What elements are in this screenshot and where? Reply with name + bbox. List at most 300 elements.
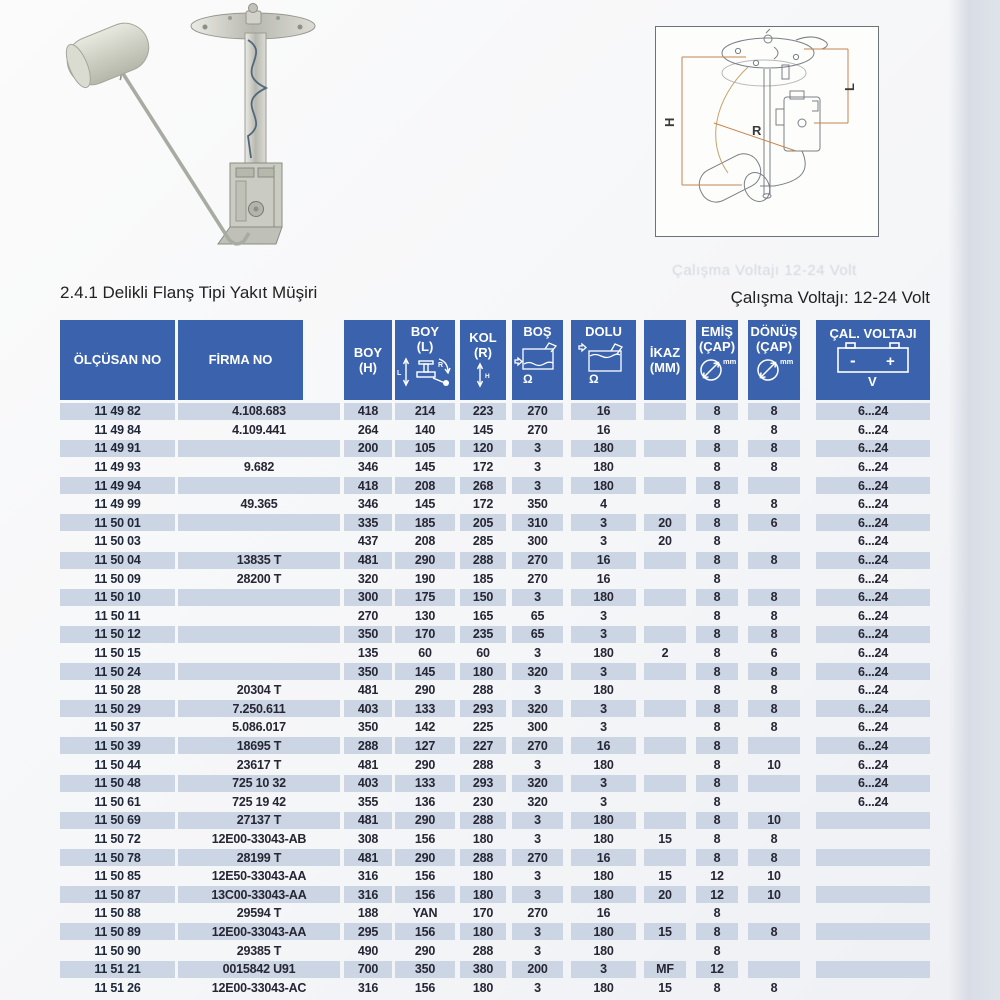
table-cell: 185 bbox=[395, 514, 455, 531]
table-cell: 270 bbox=[512, 737, 563, 754]
table-cell: 175 bbox=[395, 589, 455, 606]
table-cell: 180 bbox=[571, 812, 636, 829]
table-cell: 288 bbox=[472, 683, 494, 698]
table-cell: 11 51 26 bbox=[94, 980, 141, 995]
table-cell: 3 bbox=[512, 812, 563, 829]
ikaz-label-1: İKAZ bbox=[649, 344, 681, 360]
table-cell bbox=[644, 700, 686, 717]
table-cell: 11 50 24 bbox=[60, 663, 175, 680]
table-cell: 16 bbox=[571, 403, 636, 420]
table-row bbox=[60, 458, 932, 477]
table-cell: 190 bbox=[414, 571, 436, 586]
table-cell: 15 bbox=[658, 831, 672, 846]
boy-l-label-1: BOY bbox=[410, 324, 440, 339]
table-cell: 227 bbox=[460, 737, 506, 754]
table-cell: 8 bbox=[696, 700, 738, 717]
table-cell: 8 bbox=[713, 534, 721, 549]
table-cell bbox=[748, 961, 800, 978]
table-cell bbox=[644, 626, 686, 643]
table-cell: 11 51 21 bbox=[60, 961, 175, 978]
table-row bbox=[60, 421, 932, 440]
table-cell bbox=[748, 570, 800, 587]
table-cell bbox=[644, 737, 686, 754]
table-cell: 170 bbox=[472, 906, 494, 921]
table-cell: 200 bbox=[512, 961, 563, 978]
emis-label-1: EMİŞ bbox=[701, 324, 733, 339]
table-cell: 6...24 bbox=[857, 460, 889, 475]
table-cell: 180 bbox=[593, 869, 614, 884]
table-cell: 120 bbox=[460, 440, 506, 457]
table-cell: 16 bbox=[571, 737, 636, 754]
table-cell: 8 bbox=[713, 608, 721, 623]
technical-drawing bbox=[655, 26, 879, 237]
table-cell: 3 bbox=[534, 831, 541, 846]
table-cell: 335 bbox=[344, 514, 392, 531]
table-cell: 4 bbox=[600, 497, 607, 512]
table-cell: 6...24 bbox=[816, 514, 930, 531]
table-cell: 3 bbox=[600, 534, 607, 549]
table-cell: 180 bbox=[571, 589, 636, 606]
table-cell: 11 50 89 bbox=[60, 923, 175, 940]
table-cell: 3 bbox=[534, 943, 541, 958]
table-cell: 320 bbox=[512, 700, 563, 717]
table-cell: 8 bbox=[696, 477, 738, 494]
col-header-emis bbox=[696, 320, 738, 400]
table-cell: 8 bbox=[713, 422, 721, 437]
table-cell bbox=[644, 440, 686, 457]
table-cell: 12E00-33043-AB bbox=[211, 831, 307, 846]
table-cell bbox=[644, 942, 686, 959]
table-cell: 8 bbox=[696, 552, 738, 569]
table-cell bbox=[644, 793, 686, 810]
table-cell: 725 10 32 bbox=[178, 775, 340, 792]
table-cell: 290 bbox=[395, 812, 455, 829]
table-cell bbox=[178, 645, 340, 662]
table-cell: 12 bbox=[710, 869, 724, 884]
table-cell: 145 bbox=[472, 422, 494, 437]
col-header-firma-label: FİRMA NO bbox=[208, 352, 273, 367]
table-row bbox=[60, 811, 932, 830]
table-cell: 11 50 01 bbox=[60, 514, 175, 531]
table-cell: 172 bbox=[472, 460, 494, 475]
table-cell: 156 bbox=[414, 831, 436, 846]
table-row bbox=[60, 718, 932, 737]
col-header-boy-l bbox=[395, 320, 455, 400]
spec-table bbox=[60, 320, 932, 998]
table-cell bbox=[748, 905, 800, 922]
table-row bbox=[60, 848, 932, 867]
table-cell: 285 bbox=[472, 534, 494, 549]
emis-label-2: (ÇAP) bbox=[698, 339, 736, 354]
table-cell: 28200 T bbox=[236, 571, 282, 586]
table-cell: 105 bbox=[395, 440, 455, 457]
table-cell: 8 bbox=[770, 831, 778, 846]
table-cell: 11 50 85 bbox=[94, 869, 141, 884]
table-row bbox=[60, 607, 932, 626]
table-cell: 180 bbox=[460, 886, 506, 903]
table-cell: 11 50 11 bbox=[94, 608, 141, 623]
table-cell: 11 50 04 bbox=[60, 552, 175, 569]
table-cell: 8 bbox=[696, 403, 738, 420]
table-cell: 180 bbox=[571, 477, 636, 494]
table-cell bbox=[178, 477, 340, 494]
table-cell: 8 bbox=[748, 552, 800, 569]
table-cell: 288 bbox=[472, 757, 494, 772]
table-cell: 6...24 bbox=[857, 422, 889, 437]
table-cell bbox=[178, 663, 340, 680]
table-cell: 3 bbox=[512, 886, 563, 903]
donus-label-1: DÖNÜŞ bbox=[750, 324, 798, 339]
table-cell: 6...24 bbox=[816, 403, 930, 420]
table-cell: 8 bbox=[748, 923, 800, 940]
table-cell: 180 bbox=[460, 923, 506, 940]
table-row bbox=[60, 792, 932, 811]
table-cell: 481 bbox=[344, 812, 392, 829]
table-cell bbox=[644, 756, 686, 773]
table-cell: 188 bbox=[357, 906, 379, 921]
table-cell: 11 50 12 bbox=[60, 626, 175, 643]
table-cell: 5.086.017 bbox=[232, 720, 286, 735]
table-cell: 4.109.441 bbox=[232, 422, 286, 437]
table-cell: 130 bbox=[414, 608, 436, 623]
table-cell: 270 bbox=[527, 422, 548, 437]
table-row bbox=[60, 402, 932, 421]
table-cell: 3 bbox=[512, 440, 563, 457]
table-cell: 300 bbox=[344, 589, 392, 606]
table-cell bbox=[816, 868, 930, 885]
table-cell: 208 bbox=[414, 534, 436, 549]
table-cell bbox=[816, 961, 930, 978]
table-cell: 65 bbox=[512, 626, 563, 643]
col-header-kol-r bbox=[460, 320, 506, 400]
table-cell: 16 bbox=[571, 552, 636, 569]
table-cell: 8 bbox=[713, 460, 721, 475]
dim-label-h: H bbox=[662, 117, 677, 127]
table-cell: 6...24 bbox=[816, 440, 930, 457]
table-cell: 320 bbox=[512, 663, 563, 680]
sender-length-icon bbox=[397, 355, 453, 389]
icon-label-omega-dolu: Ω bbox=[588, 372, 599, 384]
table-cell: 290 bbox=[395, 849, 455, 866]
table-cell: 180 bbox=[472, 869, 494, 884]
table-cell: 140 bbox=[414, 422, 436, 437]
table-cell: 23617 T bbox=[236, 757, 282, 772]
table-cell: 180 bbox=[472, 831, 494, 846]
table-cell: 170 bbox=[395, 626, 455, 643]
table-cell bbox=[178, 607, 340, 624]
table-cell: 6...24 bbox=[857, 534, 889, 549]
table-cell: 6...24 bbox=[816, 552, 930, 569]
col-header-donus bbox=[748, 320, 800, 400]
table-cell: YAN bbox=[412, 906, 438, 921]
table-cell: 156 bbox=[414, 980, 436, 995]
icon-label-v: V bbox=[868, 374, 877, 388]
table-cell bbox=[644, 552, 686, 569]
table-cell: MF bbox=[644, 961, 686, 978]
table-cell bbox=[178, 626, 340, 643]
table-cell: 3 bbox=[534, 757, 541, 772]
table-row bbox=[60, 662, 932, 681]
product-photo bbox=[60, 0, 330, 275]
table-cell: 320 bbox=[357, 571, 379, 586]
table-cell bbox=[178, 514, 340, 531]
table-cell: 127 bbox=[395, 737, 455, 754]
table-cell: 8 bbox=[696, 589, 738, 606]
table-cell: 133 bbox=[395, 775, 455, 792]
table-cell: 12 bbox=[696, 961, 738, 978]
table-cell: 8 bbox=[748, 663, 800, 680]
table-cell: 11 49 84 bbox=[94, 422, 141, 437]
table-cell: 15 bbox=[658, 869, 672, 884]
table-cell: 60 bbox=[418, 646, 432, 661]
kol-label-2: (R) bbox=[473, 345, 493, 360]
table-cell: 481 bbox=[357, 757, 379, 772]
table-cell: 180 bbox=[593, 943, 614, 958]
table-cell bbox=[748, 775, 800, 792]
table-cell bbox=[644, 477, 686, 494]
table-cell: 11 49 94 bbox=[60, 477, 175, 494]
table-cell: 3 bbox=[600, 608, 607, 623]
table-cell: 8 bbox=[770, 422, 778, 437]
table-cell: 8 bbox=[696, 514, 738, 531]
table-cell: 133 bbox=[395, 700, 455, 717]
table-cell: 8 bbox=[713, 683, 721, 698]
table-cell: 3 bbox=[534, 869, 541, 884]
table-cell: 8 bbox=[696, 812, 738, 829]
table-cell: 3 bbox=[571, 626, 636, 643]
table-cell: 145 bbox=[395, 663, 455, 680]
kol-label-1: KOL bbox=[469, 330, 497, 345]
table-row bbox=[60, 774, 932, 793]
table-cell: 490 bbox=[357, 943, 379, 958]
table-cell: 288 bbox=[344, 737, 392, 754]
table-cell: 3 bbox=[571, 961, 636, 978]
table-cell bbox=[178, 589, 340, 606]
table-cell: 346 bbox=[357, 497, 379, 512]
table-cell bbox=[644, 905, 686, 922]
table-cell: 11 50 09 bbox=[94, 571, 141, 586]
table-row bbox=[60, 644, 932, 663]
table-cell: 481 bbox=[357, 683, 379, 698]
table-row bbox=[60, 978, 932, 997]
table-cell: 223 bbox=[460, 403, 506, 420]
table-cell: 11 50 03 bbox=[94, 534, 141, 549]
table-cell: 13835 T bbox=[178, 552, 340, 569]
table-row bbox=[60, 737, 932, 756]
table-cell bbox=[748, 942, 800, 959]
table-cell: 60 bbox=[476, 646, 490, 661]
table-cell: 6...24 bbox=[857, 683, 889, 698]
table-row bbox=[60, 476, 932, 495]
table-cell: 12 bbox=[696, 886, 738, 903]
table-cell: 11 50 87 bbox=[60, 886, 175, 903]
table-cell: 15 bbox=[658, 980, 672, 995]
table-cell: 288 bbox=[460, 552, 506, 569]
table-cell bbox=[644, 459, 686, 476]
table-header bbox=[60, 320, 932, 400]
table-cell: 11 50 28 bbox=[94, 683, 141, 698]
table-cell bbox=[644, 607, 686, 624]
return-diameter-icon bbox=[755, 355, 793, 383]
table-cell: 8 bbox=[713, 943, 721, 958]
table-cell: 11 50 37 bbox=[94, 720, 141, 735]
table-cell: 28199 T bbox=[178, 849, 340, 866]
table-cell: 437 bbox=[357, 534, 379, 549]
table-cell bbox=[644, 496, 686, 513]
bos-label: BOŞ bbox=[523, 324, 552, 339]
col-header-boy-h bbox=[344, 320, 392, 400]
table-row bbox=[60, 755, 932, 774]
table-cell bbox=[644, 849, 686, 866]
table-cell: 290 bbox=[414, 943, 436, 958]
table-cell: 290 bbox=[395, 552, 455, 569]
table-cell: 156 bbox=[395, 886, 455, 903]
table-cell: 11 49 93 bbox=[94, 460, 141, 475]
icon-label-mm-donus: mm bbox=[780, 357, 793, 366]
table-cell bbox=[644, 682, 686, 699]
table-cell: 350 bbox=[344, 626, 392, 643]
table-cell bbox=[644, 589, 686, 606]
table-cell: 290 bbox=[414, 683, 436, 698]
table-cell bbox=[816, 979, 930, 996]
table-cell: 8 bbox=[713, 794, 721, 809]
table-cell: 180 bbox=[460, 663, 506, 680]
table-cell: 6 bbox=[770, 646, 778, 661]
table-cell: 16 bbox=[596, 571, 611, 586]
table-cell: 11 50 44 bbox=[94, 757, 141, 772]
arm-length-icon bbox=[473, 361, 493, 389]
table-cell: 300 bbox=[527, 720, 548, 735]
table-cell bbox=[748, 737, 800, 754]
table-cell bbox=[816, 812, 930, 829]
table-cell: 11 50 78 bbox=[60, 849, 175, 866]
table-cell: 8 bbox=[770, 720, 778, 735]
table-cell: 12E50-33043-AA bbox=[211, 869, 307, 884]
table-cell: 8 bbox=[713, 980, 721, 995]
table-cell: 270 bbox=[512, 849, 563, 866]
table-cell bbox=[178, 440, 340, 457]
table-cell: 180 bbox=[571, 440, 636, 457]
table-cell: 11 50 69 bbox=[60, 812, 175, 829]
table-cell: 150 bbox=[460, 589, 506, 606]
table-cell: 145 bbox=[414, 460, 436, 475]
table-cell bbox=[816, 886, 930, 903]
icon-label-h: H bbox=[485, 373, 490, 380]
table-row bbox=[60, 569, 932, 588]
table-cell: 3 bbox=[571, 663, 636, 680]
table-cell: 8 bbox=[696, 440, 738, 457]
table-row bbox=[60, 885, 932, 904]
table-cell: 6...24 bbox=[816, 663, 930, 680]
table-cell: 18695 T bbox=[178, 737, 340, 754]
table-cell: 8 bbox=[713, 720, 721, 735]
table-cell: 295 bbox=[344, 923, 392, 940]
table-cell: 0015842 U91 bbox=[178, 961, 340, 978]
table-cell: 6...24 bbox=[857, 497, 889, 512]
table-cell: 180 bbox=[593, 757, 614, 772]
table-cell: 11 50 48 bbox=[60, 775, 175, 792]
table-cell: 6...24 bbox=[816, 700, 930, 717]
table-cell: 180 bbox=[593, 831, 614, 846]
table-cell: 3 bbox=[512, 589, 563, 606]
table-cell bbox=[644, 570, 686, 587]
table-cell: 8 bbox=[696, 737, 738, 754]
icon-label-l: L bbox=[397, 370, 402, 377]
table-cell: 403 bbox=[344, 700, 392, 717]
table-cell: 8 bbox=[748, 589, 800, 606]
table-row bbox=[60, 625, 932, 644]
table-cell: 3 bbox=[571, 700, 636, 717]
table-cell: 11 50 15 bbox=[94, 646, 141, 661]
table-cell: 8 bbox=[696, 626, 738, 643]
table-cell: 320 bbox=[527, 794, 548, 809]
col-header-ikaz bbox=[644, 320, 686, 400]
table-cell: 293 bbox=[460, 700, 506, 717]
table-cell: 225 bbox=[472, 720, 494, 735]
dolu-label: DOLU bbox=[585, 324, 622, 339]
battery-voltage-icon bbox=[830, 342, 916, 388]
table-cell: 403 bbox=[344, 775, 392, 792]
table-cell: 293 bbox=[460, 775, 506, 792]
table-cell: 12E00-33043-AA bbox=[178, 923, 340, 940]
table-cell: 8 bbox=[713, 646, 721, 661]
table-cell: 6...24 bbox=[857, 646, 889, 661]
table-cell: 6...24 bbox=[816, 737, 930, 754]
table-cell: 8 bbox=[696, 775, 738, 792]
table-cell: 29594 T bbox=[236, 906, 282, 921]
table-cell: 288 bbox=[472, 943, 494, 958]
table-cell: 136 bbox=[414, 794, 436, 809]
table-cell: 11 50 39 bbox=[60, 737, 175, 754]
table-row bbox=[60, 923, 932, 942]
table-row bbox=[60, 588, 932, 607]
table-cell: 8 bbox=[713, 831, 721, 846]
boy-h-label-2: (H) bbox=[358, 359, 378, 375]
table-cell: 6...24 bbox=[857, 794, 889, 809]
table-cell: 270 bbox=[512, 552, 563, 569]
table-cell: 7.250.611 bbox=[178, 700, 340, 717]
table-cell bbox=[178, 533, 340, 550]
col-header-voltaj bbox=[816, 320, 930, 400]
table-cell: 11 50 61 bbox=[94, 794, 141, 809]
table-cell: 11 50 29 bbox=[60, 700, 175, 717]
table-cell: 235 bbox=[460, 626, 506, 643]
table-cell: 65 bbox=[530, 608, 545, 623]
table-cell: 180 bbox=[571, 923, 636, 940]
table-cell: 6...24 bbox=[816, 477, 930, 494]
table-cell: 288 bbox=[460, 849, 506, 866]
table-cell: 3 bbox=[600, 794, 607, 809]
table-cell: 8 bbox=[770, 608, 778, 623]
table-cell: 6 bbox=[748, 514, 800, 531]
table-cell bbox=[816, 923, 930, 940]
table-row bbox=[60, 960, 932, 979]
table-cell: 180 bbox=[593, 683, 614, 698]
table-cell: 8 bbox=[713, 571, 721, 586]
table-cell bbox=[644, 719, 686, 736]
table-cell bbox=[748, 477, 800, 494]
table-cell: 6...24 bbox=[857, 757, 889, 772]
table-cell bbox=[644, 812, 686, 829]
table-cell: 165 bbox=[472, 608, 494, 623]
table-cell: 3 bbox=[534, 980, 541, 995]
table-row bbox=[60, 941, 932, 960]
table-cell: 156 bbox=[414, 869, 436, 884]
table-row bbox=[60, 551, 932, 570]
table-cell: 10 bbox=[748, 886, 800, 903]
fuel-sender-dimension-diagram bbox=[656, 27, 875, 233]
icon-label-plus: + bbox=[886, 353, 895, 370]
